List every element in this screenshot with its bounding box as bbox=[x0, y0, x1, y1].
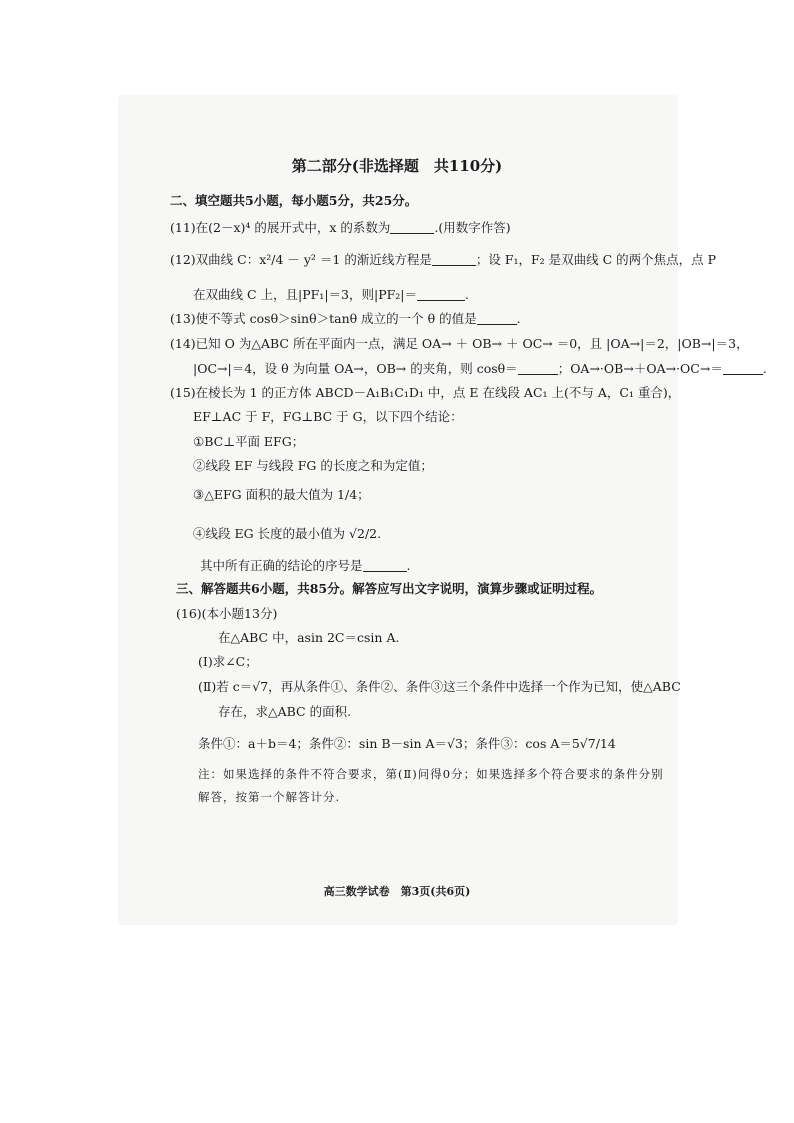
section-2-heading: 二、填空题共5小题，每小题5分，共25分。 bbox=[170, 193, 418, 208]
question-16-part1: (Ⅰ)求∠C； bbox=[198, 654, 258, 669]
question-15: (15)在棱长为 1 的正方体 ABCD－A₁B₁C₁D₁ 中，点 E 在线段 AC₁ 上(不与 A，C₁ 重合)， bbox=[170, 385, 681, 400]
conclusion-2: ②线段 EF 与线段 FG 的长度之和为定值； bbox=[193, 458, 433, 473]
q12-line2-tail: . bbox=[465, 287, 469, 302]
question-16-note: 注：如果选择的条件不符合要求，第(Ⅱ)问得0分；如果选择多个符合要求的条件分别 bbox=[198, 767, 664, 781]
q15-ask: 其中所有正确的结论的序号是 bbox=[200, 558, 363, 573]
section-3-heading: 三、解答题共6小题，共85分。解答应写出文字说明，演算步骤或证明过程。 bbox=[176, 581, 603, 596]
q11-text: (11)在(2－x)⁴ 的展开式中，x 的系数为 bbox=[170, 220, 391, 235]
q14-tail: . bbox=[762, 361, 767, 376]
conclusion-4: ④线段 EG 长度的最小值为 √2/2. bbox=[193, 526, 382, 541]
question-11 bbox=[170, 220, 511, 236]
q12-text: (12)双曲线 C：x²/4 － y² ＝1 的渐近线方程是 bbox=[170, 252, 432, 267]
question-16-part2: (Ⅱ)若 c＝√7，再从条件①、条件②、条件③这三个条件中选择一个作为已知，使△ABC bbox=[198, 679, 681, 694]
answer-blank bbox=[363, 559, 407, 572]
question-12 bbox=[170, 252, 716, 268]
page-footer: 高三数学试卷 第3页(共6页) bbox=[323, 885, 471, 898]
q12-line2: 在双曲线 C 上，且|PF₁|＝3，则|PF₂|＝ bbox=[193, 287, 417, 302]
question-12-line2 bbox=[193, 287, 469, 303]
q12-mid: ；设 F₁，F₂ 是双曲线 C 的两个焦点，点 P bbox=[475, 252, 717, 267]
question-16-stem: 在△ABC 中，asin 2C＝csin A. bbox=[218, 630, 400, 645]
answer-blank bbox=[390, 221, 434, 234]
q14-line2-mid: ；OA→·OB→＋OA→·OC→＝ bbox=[557, 361, 723, 376]
question-13 bbox=[170, 311, 521, 327]
question-15-line2: EF⊥AC 于 F，FG⊥BC 于 G，以下四个结论： bbox=[193, 409, 463, 424]
q15-ask-tail: . bbox=[406, 558, 411, 573]
conclusion-3: ③△EFG 面积的最大值为 1/4； bbox=[193, 487, 370, 502]
question-16-conditions: 条件①：a＋b＝4；条件②：sin B－sin A＝√3；条件③：cos A＝5√7/14 bbox=[198, 736, 616, 751]
q11-tail: .(用数字作答) bbox=[434, 220, 511, 235]
question-16-head: (16)(本小题13分) bbox=[176, 606, 278, 621]
answer-blank bbox=[477, 312, 517, 325]
question-16-note-cont: 解答，按第一个解答计分. bbox=[198, 790, 341, 804]
question-15-ask bbox=[200, 558, 411, 574]
answer-blank bbox=[417, 288, 465, 301]
q13-text: (13)使不等式 cosθ＞sinθ＞tanθ 成立的一个 θ 的值是 bbox=[170, 311, 477, 326]
q13-tail: . bbox=[516, 311, 521, 326]
conclusion-1: ①BC⊥平面 EFG； bbox=[193, 434, 305, 449]
part-title: 第二部分(非选择题 共110分) bbox=[291, 157, 503, 175]
answer-blank bbox=[432, 253, 476, 266]
answer-blank bbox=[518, 362, 558, 375]
question-14: (14)已知 O 为△ABC 所在平面内一点，满足 OA→ ＋ OB→ ＋ OC→ ＝0，且 |OA→|＝2，|OB→|＝3， bbox=[170, 336, 749, 351]
question-14-line2 bbox=[193, 361, 767, 377]
question-16-part2-cont: 存在，求△ABC 的面积. bbox=[218, 704, 352, 719]
q14-line2: |OC→|＝4，设 θ 为向量 OA→，OB→ 的夹角，则 cosθ＝ bbox=[193, 361, 518, 376]
answer-blank bbox=[723, 362, 763, 375]
